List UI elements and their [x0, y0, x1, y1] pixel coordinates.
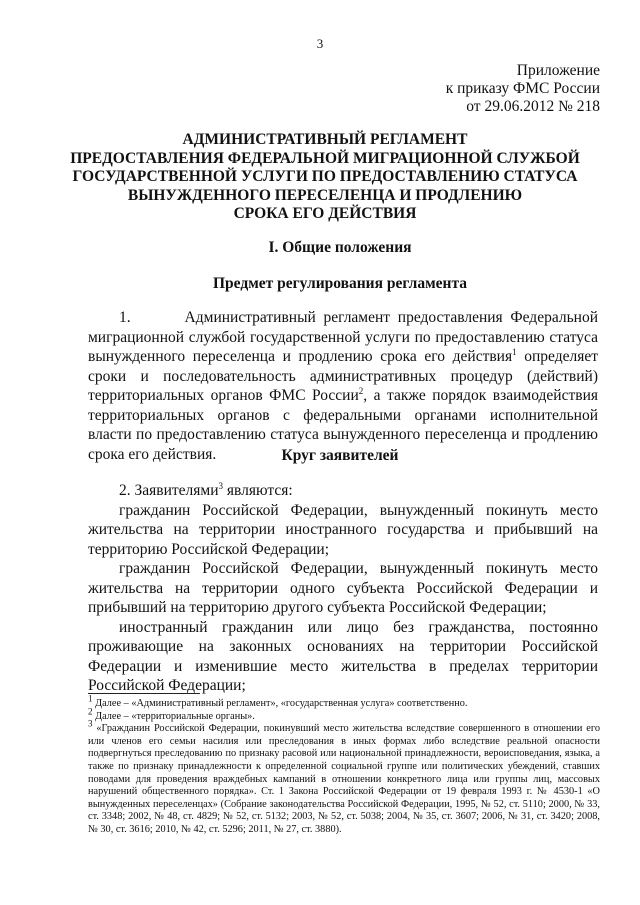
footnote-mark: 1	[88, 693, 93, 704]
footnote-ref-3[interactable]: 3	[218, 480, 224, 491]
paragraph-1-text: , а также порядок взаимодействия территориальных органов с федеральными органами исполнительной власти по предоставлению статуса вынужденного переселенца и продлению срока его действия.	[88, 387, 598, 463]
page-number: 3	[316, 36, 324, 51]
footnote-2	[88, 706, 600, 724]
footnote-text: Далее – «Административный регламент», «государственная услуга» соответственно.	[92, 698, 468, 709]
footnote-1	[88, 693, 600, 711]
paragraph-2-text: являются:	[223, 482, 293, 499]
footnote-text: «Гражданин Российской Федерации, покинувший место жительства вследствие совершенного в отношении его или членов его семьи насилия или преследования в иных формах либо вследствие реальной опасности подвергнуться преследованию по признаку расовой или национальной принадлежности, вероисповедания, языка, а также по признаку принадлежности к определенной социальной группе или политических убеждений, ставших поводами для проведения враждебных кампаний в отношении конкретного лица или группы лиц, массовых нарушений общественного порядка». Ст. 1 Закона Российской Федерации от 19 февраля 1993 г. № 4530-1 «О вынужденных переселенцах» (Собрание законодательства Российской Федерации, 1995, № 52, ст. 5110; 2000, № 33, ст. 3348; 2002, № 48, ст. 4829; № 52, ст. 5132; 2003, № 52, ст. 5038; 2004, № 35, ст. 3607; 2006, № 31, ст. 3420; 2008, № 30, ст. 3616; 2010, № 42, ст. 5296; 2011, № 27, ст. 3880).	[88, 723, 600, 835]
appendix-block	[446, 62, 600, 116]
applicant-item: иностранный гражданин или лицо без гражданства, постоянно проживающие на законных основаниях на территории Российской Федерации и изменившие место жительства в пределах территории Российской Федерации;	[88, 618, 598, 694]
appendix-line: от 29.06.2012 № 218	[466, 98, 600, 115]
appendix-line: к приказу ФМС России	[445, 80, 600, 97]
footnote-text: Далее – «территориальные органы».	[92, 710, 255, 722]
paragraph-2	[88, 481, 598, 696]
title-line: ПРЕДОСТАВЛЕНИЯ ФЕДЕРАЛЬНОЙ МИГРАЦИОННОЙ СЛУЖБОЙ	[70, 149, 580, 167]
footnote-mark: 2	[88, 706, 93, 717]
appendix-line: Приложение	[516, 62, 600, 79]
paragraph-1-text: определяет сроки и последовательность административных процедур (действий) территориальных органов ФМС России	[88, 348, 598, 404]
footnote-mark: 3	[88, 718, 93, 729]
title-line: АДМИНИСТРАТИВНЫЙ РЕГЛАМЕНТ	[182, 131, 468, 148]
title-line: ГОСУДАРСТВЕННОЙ УСЛУГИ ПО ПРЕДОСТАВЛЕНИЮ СТАТУСА	[72, 168, 578, 185]
title-line: СРОКА ЕГО ДЕЙСТВИЯ	[233, 205, 417, 222]
footnote-ref-1[interactable]: 1	[512, 346, 517, 357]
paragraph-2-text: 2. Заявителями	[119, 482, 219, 499]
applicant-item: гражданин Российской Федерации, вынужденный покинуть место жительства на территории одного субъекта Российской Федерации и прибывший на территорию другого субъекта Российской Федерации;	[88, 560, 598, 616]
footnotes	[88, 693, 600, 837]
title-line: ВЫНУЖДЕННОГО ПЕРЕСЕЛЕНЦА И ПРОДЛЕНИЮ	[127, 186, 523, 204]
document-title	[60, 131, 590, 224]
subheading-applicants: Круг заявителей	[281, 447, 399, 464]
subheading-subject: Предмет регулирования регламента	[213, 275, 467, 292]
footnote-divider	[88, 693, 200, 694]
applicant-item: гражданин Российской Федерации, вынужденный покинуть место жительства на территории иностранного государства и прибывший на территорию Российской Федерации;	[88, 501, 598, 558]
section-heading: I. Общие положения	[268, 239, 412, 256]
footnote-3	[88, 718, 600, 836]
footnote-ref-2[interactable]: 2	[358, 385, 364, 396]
paragraph-1-text: 1. Административный регламент предоставления Федеральной миграционной службой государственной услуги по предоставлению статуса вынужденного переселенца и продлению срока его действия	[88, 309, 598, 365]
paragraph-1	[88, 308, 598, 464]
